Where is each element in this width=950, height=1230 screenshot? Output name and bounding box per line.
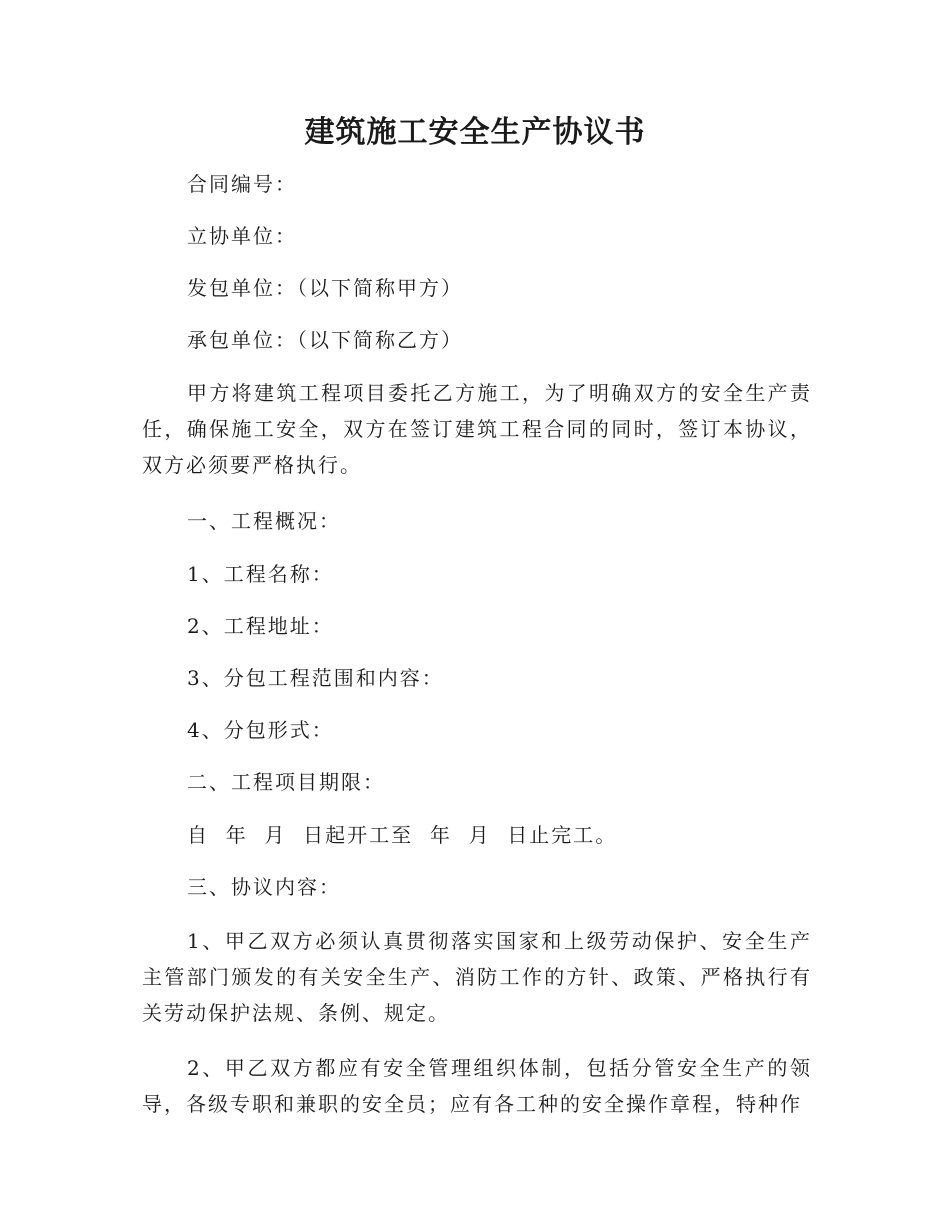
section-2-heading: 二、工程项目期限： (187, 770, 385, 794)
party-b-label: 承包单位：（以下简称乙方） (187, 328, 463, 352)
intro-paragraph: 甲方将建筑工程项目委托乙方施工，为了明确双方的安全生产责任，确保施工安全，双方在签订建筑工程合同的同时，签订本协议，双方必须要严格执行。 (142, 381, 812, 477)
project-address-item: 2、工程地址： (187, 614, 334, 638)
project-period: 自 年 月 日起开工至 年 月 日止完工。 (187, 823, 618, 847)
subcontract-form-item: 4、分包形式： (187, 718, 334, 742)
parties-label: 立协单位： (187, 224, 297, 248)
section-3-heading: 三、协议内容： (187, 875, 341, 899)
subcontract-scope-item: 3、分包工程范围和内容： (187, 666, 444, 690)
document-title: 建筑施工安全生产协议书 (304, 115, 646, 150)
section-1-heading: 一、工程概况： (187, 509, 341, 533)
party-a-label: 发包单位：（以下简称甲方） (187, 276, 463, 300)
contract-number-label: 合同编号： (187, 172, 297, 196)
clause-2-paragraph: 2、甲乙双方都应有安全管理组织体制，包括分管安全生产的领导，各级专职和兼职的安全员；应有各工种的安全操作章程，特种作 (142, 1056, 812, 1116)
project-name-item: 1、工程名称： (187, 562, 334, 586)
clause-1-paragraph: 1、甲乙双方必须认真贯彻落实国家和上级劳动保护、安全生产主管部门颁发的有关安全生产、消防工作的方针、政策、严格执行有关劳动保护法规、条例、规定。 (142, 929, 812, 1025)
